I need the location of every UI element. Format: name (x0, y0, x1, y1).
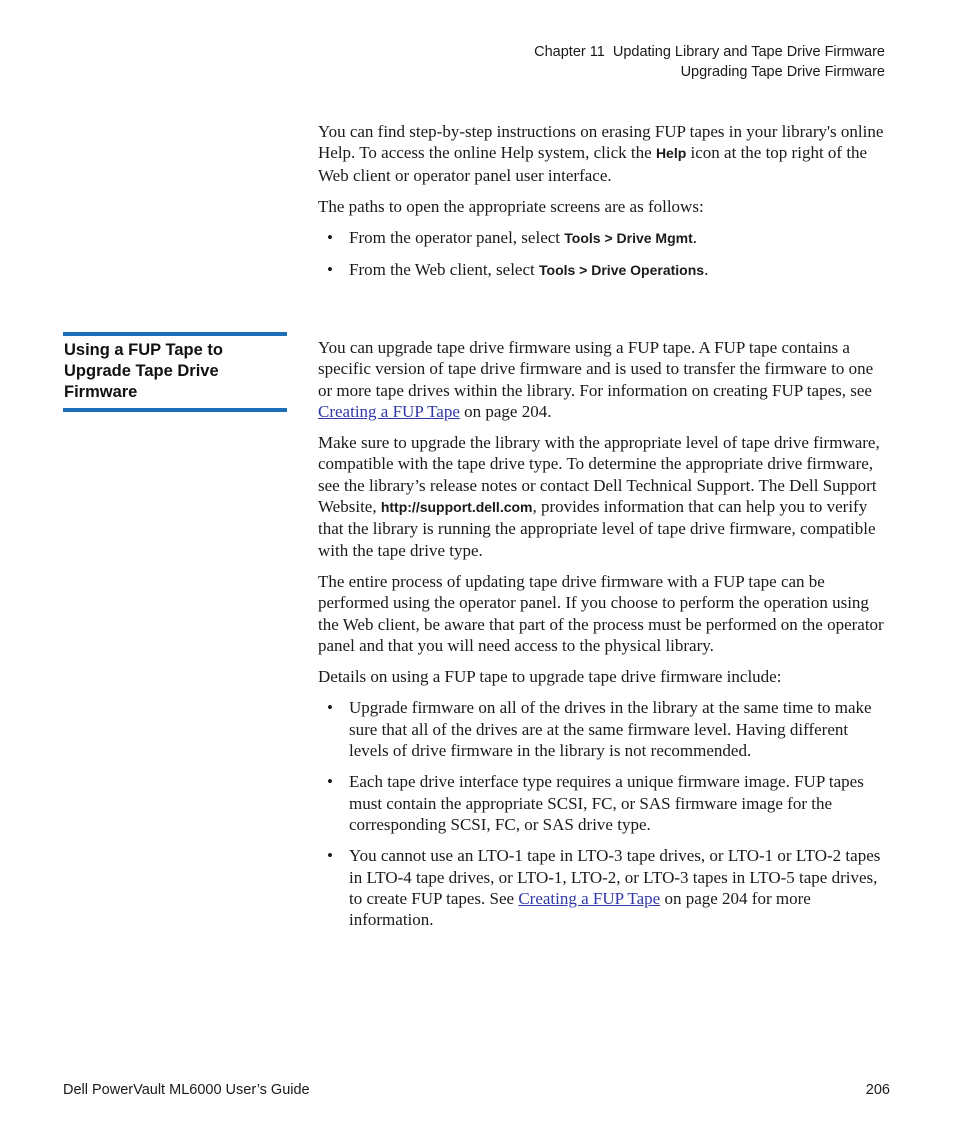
list-item-text: From the Web client, select (349, 260, 535, 280)
bullet-icon: • (327, 772, 333, 792)
list-item-text-end: on page 204 for more information. (349, 888, 811, 930)
list-item-text: You cannot use an LTO-1 tape in LTO-3 tape drives, or LTO-1 or LTO-2 tapes in LTO-4 tape drives, or LTO-1, LTO-2, or LTO-3 tapes in LTO-5 tape drives, to create FUP tapes. See (349, 846, 881, 908)
intro-p1-text: You can find step-by-step instructions on erasing FUP tapes in your library's online Help. To access the online Help system, click the (318, 122, 884, 163)
section-p2-text: Make sure to upgrade the library with the appropriate level of tape drive firmware, compatible with the tape drive type. To determine the appropriate drive firmware, see the library’s release notes or contact Dell Technical Support. The Dell Support Website, (318, 433, 880, 517)
intro-paragraph-1 (318, 121, 890, 186)
creating-fup-tape-link[interactable]: Creating a FUP Tape (318, 401, 460, 421)
details-list (318, 697, 890, 930)
help-ui-term: Help (655, 145, 687, 162)
section-body (318, 337, 890, 940)
bullet-icon: • (327, 698, 333, 718)
list-item-end: . (704, 260, 709, 280)
list-item-text: Upgrade firmware on all of the drives in the library at the same time to make sure that all of the drives are at the same firmware level. Having different levels of drive firmware in the library is not recommended. (349, 698, 872, 761)
section-p1-text: You can upgrade tape drive firmware using a FUP tape. A FUP tape contains a specific version of tape drive firmware and is used to transfer the firmware to one or more tape drives within the library. For information on creating FUP tapes, see (318, 338, 874, 400)
section-p2-text-end: , provides information that can help you to verify that the library is running the appropriate level of tape drive firmware, compatible with the tape drive type. (318, 497, 876, 560)
list-item (318, 227, 890, 249)
intro-paragraph-2: The paths to open the appropriate screens are as follows: (318, 196, 704, 216)
list-item (318, 697, 890, 761)
list-item-text: From the operator panel, select (349, 228, 561, 248)
intro-p1-text-end: icon at the top right of the Web client or operator panel user interface. (318, 143, 868, 185)
creating-fup-tape-link[interactable]: Creating a FUP Tape (518, 888, 661, 908)
section-paragraph-2 (318, 432, 890, 561)
section-p1-text-end: on page 204. (464, 401, 552, 421)
menu-path: Tools > Drive Mgmt (564, 230, 693, 247)
header-section: Upgrading Tape Drive Firmware (680, 64, 885, 80)
bullet-icon: • (327, 228, 333, 248)
footer-title: Dell PowerVault ML6000 User’s Guide (63, 1082, 310, 1098)
bullet-icon: • (327, 846, 333, 866)
list-item-end: . (692, 228, 697, 248)
list-item (318, 259, 890, 281)
page-footer (63, 1080, 890, 1100)
section-paragraph-3: The entire process of updating tape drive firmware with a FUP tape can be performed using the operator panel. If you choose to perform the operation using the Web client, be aware that part of the process must be performed on the operator panel and that you will need access to the physical library. (318, 571, 884, 655)
header-chapter: Chapter 11 Updating Library and Tape Drive Firmware (534, 44, 885, 60)
list-item (318, 771, 890, 835)
intro-block (318, 121, 890, 292)
page-number: 206 (865, 1082, 890, 1098)
section-heading: Using a FUP Tape to Upgrade Tape Drive Firmware (63, 332, 287, 412)
list-item-text: Each tape drive interface type requires a unique firmware image. FUP tapes must contain the appropriate SCSI, FC, or SAS firmware image for the corresponding SCSI, FC, or SAS drive type. (349, 772, 864, 834)
section-paragraph-1 (318, 337, 890, 422)
section-paragraph-4: Details on using a FUP tape to upgrade tape drive firmware include: (318, 667, 782, 687)
paths-list (318, 227, 890, 282)
bullet-icon: • (327, 260, 333, 280)
support-url: http://support.dell.com (380, 499, 533, 516)
list-item (318, 845, 890, 930)
menu-path: Tools > Drive Operations (539, 262, 705, 279)
running-header (534, 42, 885, 82)
